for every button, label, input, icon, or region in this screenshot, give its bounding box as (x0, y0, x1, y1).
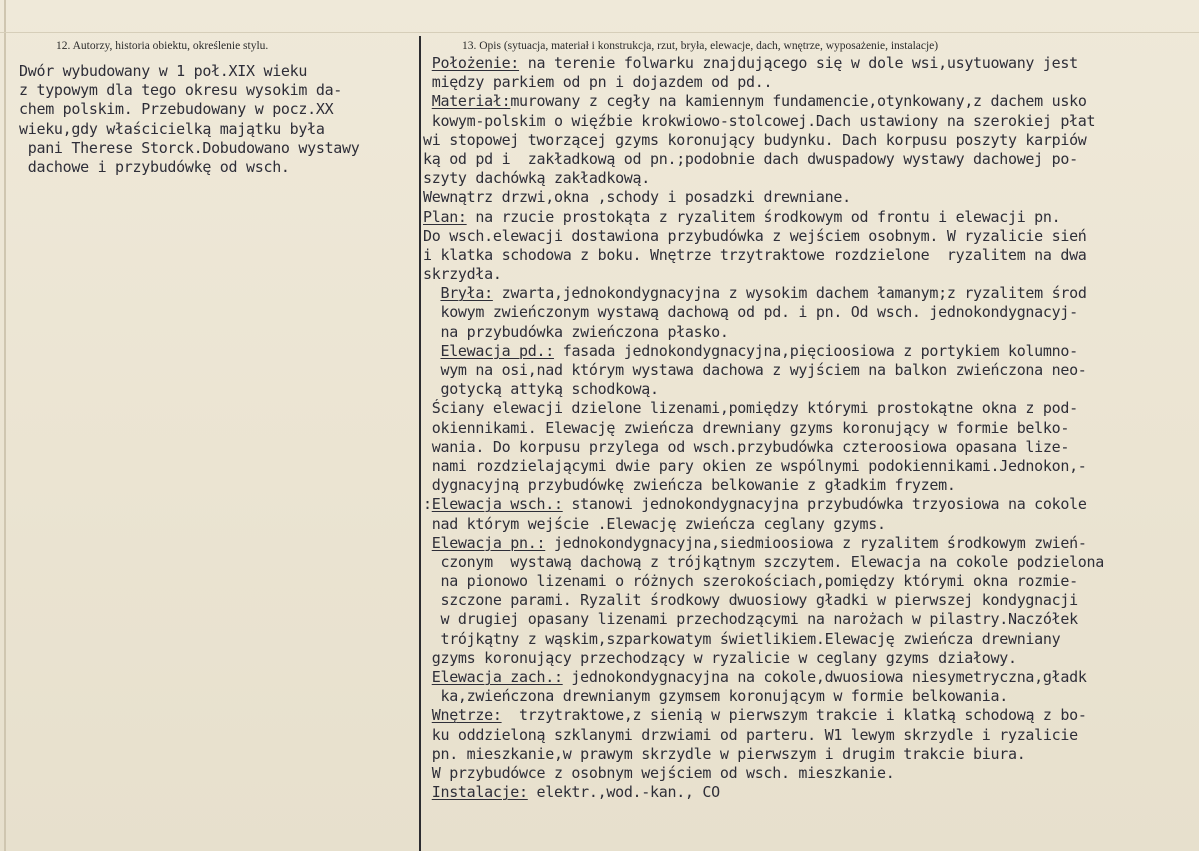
description-line-text: wania. Do korpusu przylega od wsch.przybudówka czteroosiowa opasana lize- (423, 437, 1070, 456)
description-line-text: murowany z cegły na kamiennym fundamencie,otynkowany,z dachem usko (510, 92, 1087, 111)
description-line-text: trójkątny z wąskim,szparkowatym świetlikiem.Elewację zwieńcza drewniany (423, 629, 1061, 648)
description-line (423, 323, 1197, 342)
description-line (423, 783, 1197, 802)
description-line (423, 610, 1197, 629)
description-line-text: czonym wystawą dachową z trójkątnym szczytem. Elewacja na cokole podzielona (423, 552, 1105, 571)
description-line (423, 246, 1197, 265)
description-line (423, 515, 1197, 534)
description-line: :Elewacja wsch.: stanowi jednokondygnacyjna przybudówka trzyosiowa na cokole (423, 495, 1087, 514)
description-line (423, 73, 1197, 92)
description-line-text: okiennikami. Elewację zwieńcza drewniany gzyms koronujący w formie belko- (423, 418, 1070, 437)
description-line (423, 188, 1197, 207)
section-label: Elewacja pn.: (431, 533, 546, 552)
page-top-rule (0, 32, 1199, 33)
description-line-text: Wewnątrz drzwi,okna ,schody i posadzki drewniane. (423, 188, 851, 207)
section-label: Instalacje: (431, 783, 528, 802)
description-line-text: ką od pd i zakładkową od pn.;podobnie dach dwuspadowy wystawy dachowej po- (423, 149, 1078, 168)
history-line: z typowym dla tego okresu wysokim da- (19, 81, 343, 100)
description-line-text: elektr.,wod.-kan., CO (527, 783, 720, 802)
description-line (423, 706, 1197, 725)
description-line (423, 284, 1197, 303)
description-line-text: i klatka schodowa z boku. Wnętrze trzytraktowe rozdzielone ryzalitem na dwa (423, 245, 1087, 264)
description-line-text: szyty dachówką zakładkową. (423, 169, 651, 188)
description-line-text: na pionowo lizenami o różnych szerokościach,pomiędzy którymi okna rozmie- (423, 572, 1078, 591)
description-line (423, 630, 1197, 649)
description-line (423, 764, 1197, 783)
description-line (423, 726, 1197, 745)
description-line-text: na rzucie prostokąta z ryzalitem środkowym od frontu i elewacji pn. (466, 207, 1061, 226)
description-line (423, 649, 1197, 668)
description-line (423, 169, 1197, 188)
section-12-header: 12. Autorzy, historia obiektu, określenie stylu. (56, 40, 269, 52)
description-line (423, 457, 1197, 476)
section-label: Plan: (423, 207, 467, 226)
description-line-text: szczone parami. Ryzalit środkowy dwuosiowy gładki w pierwszej kondygnacji (423, 591, 1078, 610)
description-line (423, 687, 1197, 706)
description-line (423, 265, 1197, 284)
description-line-text: skrzydła. (423, 265, 502, 284)
description-line-text: kowym zwieńczonym wystawą dachową od pd. i pn. Od wsch. jednokondygnacyj- (423, 303, 1078, 322)
description-line (423, 208, 1197, 227)
description-line-text: jednokondygnacyjna na cokole,dwuosiowa niesymetryczna,gładk (562, 668, 1087, 686)
description-line-text: wym na osi,nad którym wystawa dachowa z wyjściem na balkon zwieńczona neo- (423, 361, 1087, 379)
section-label: Wnętrze: (431, 706, 502, 725)
description-line-text: w drugiej opasany lizenami przechodzącymi na narożach w pilastry.Naczółek (423, 610, 1078, 629)
section-label: Elewacja wsch.: (431, 495, 563, 514)
description-line (423, 112, 1197, 131)
description-line-text: nami rozdzielającymi dwie pary okien ze wspólnymi podokiennikami.Jednokon,- (423, 456, 1087, 475)
description-line-text: gzyms koronujący przechodzący w ryzalicie w ceglany gzyms działowy. (423, 648, 1017, 667)
description-line-text: ka,zwieńczona drewnianym gzymsem koronującym w formie belkowania. (423, 687, 1008, 706)
description-line-text: pn. mieszkanie,w prawym skrzydle w pierwszym i drugim trakcie biura. (423, 744, 1026, 763)
description-line-text: Do wsch.elewacji dostawiona przybudówka z wejściem osobnym. W ryzalicie sień (423, 226, 1087, 245)
history-line: wieku,gdy właścicielką majątku była (19, 119, 325, 138)
description-line-text: fasada jednokondygnacyjna,pięcioosiowa z portykiem kolumno- (553, 341, 1078, 360)
section-label: Materiał: (431, 92, 511, 111)
description-line (423, 438, 1197, 457)
description-line-text: ku oddzieloną szklanymi drzwiami od parteru. W1 lewym skrzydle i ryzalicie (423, 725, 1078, 744)
history-line: pani Therese Storck.Dobudowano wystawy (19, 138, 360, 157)
description-line (423, 303, 1197, 322)
description-line (423, 668, 1197, 687)
description-line (423, 553, 1197, 572)
history-line: chem polskim. Przebudowany w pocz.XX (19, 100, 334, 119)
page-left-edge (4, 0, 6, 851)
description-line-text: kowym-polskim o więźbie krokwiowo-stolcowej.Dach ustawiony na szerokiej płat (423, 111, 1096, 130)
section-label: Bryła: (440, 284, 493, 303)
description-line-text: stanowi jednokondygnacyjna przybudówka trzyosiowa na cokole (562, 495, 1087, 514)
section-13-header: 13. Opis (sytuacja, materiał i konstrukcja, rzut, bryła, elewacje, dach, wnętrze, wyposażenie, instalacje) (462, 40, 939, 52)
description-line (423, 591, 1197, 610)
description-line-text: W przybudówce z osobnym wejściem od wsch. mieszkanie. (423, 763, 895, 782)
section-label: Położenie: (431, 54, 520, 72)
description-line (423, 342, 1197, 361)
history-text (19, 62, 419, 177)
description-line (423, 150, 1197, 169)
description-line (423, 361, 1197, 380)
section-label: Elewacja pd.: (440, 341, 554, 360)
section-label: Elewacja zach.: (431, 668, 563, 686)
description-line-text: Ściany elewacji dzielone lizenami,pomiędzy którymi prostokątne okna z pod- (423, 399, 1078, 418)
description-line (423, 534, 1197, 553)
description-line (423, 745, 1197, 764)
description-line (423, 380, 1197, 399)
description-line-text: dygnacyjną przybudówkę zwieńcza belkowanie z gładkim fryzem. (423, 476, 956, 495)
description-line (423, 572, 1197, 591)
description-line-text: na terenie folwarku znajdującego się w dole wsi,usytuowany jest (519, 54, 1078, 72)
description-line (423, 92, 1197, 111)
description-line-text: gotycką attyką schodkową. (423, 380, 659, 399)
description-line-text: wi stopowej tworzącej gzyms koronujący budynku. Dach korpusu poszyty karpiów (423, 130, 1087, 149)
description-line (423, 227, 1197, 246)
history-line: Dwór wybudowany w 1 poł.XIX wieku (19, 62, 308, 80)
description-line (423, 476, 1197, 495)
history-line: dachowe i przybudówkę od wsch. (19, 157, 290, 176)
description-line-text: jednokondygnacyjna,siedmioosiowa z ryzalitem środkowym zwień- (545, 533, 1087, 552)
description-line-text: na przybudówka zwieńczona płasko. (423, 322, 729, 341)
description-line (423, 131, 1197, 150)
description-line (423, 419, 1197, 438)
description-line-text: trzytraktowe,z sienią w pierwszym trakcie i klatką schodową z bo- (501, 706, 1087, 725)
column-divider (419, 36, 421, 851)
description-line (423, 54, 1197, 73)
description-text (423, 54, 1197, 802)
description-line-text: między parkiem od pn i dojazdem od pd.. (423, 73, 773, 92)
description-line-text: zwarta,jednokondygnacyjna z wysokim dachem łamanym;z ryzalitem środ (492, 284, 1087, 303)
description-line-text: nad którym wejście .Elewację zwieńcza ceglany gzyms. (423, 514, 886, 533)
description-line (423, 399, 1197, 418)
